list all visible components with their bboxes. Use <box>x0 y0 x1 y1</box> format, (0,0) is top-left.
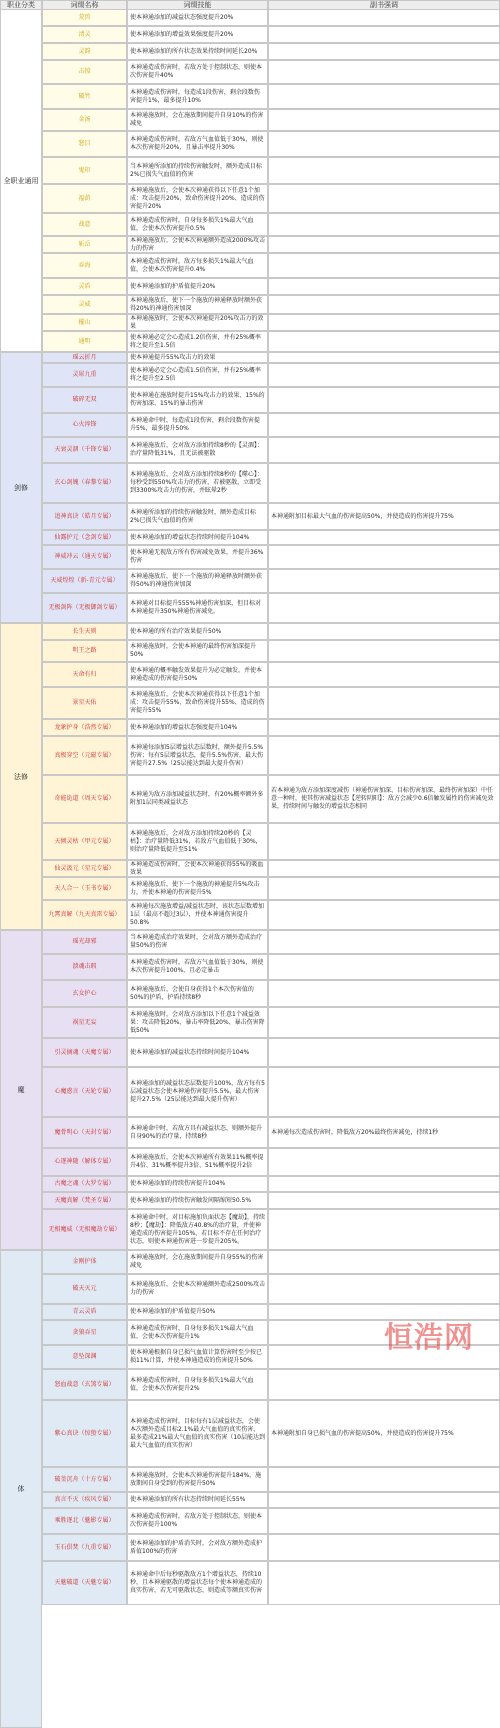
affix-skill: 本神通造成伤害时，若敌方气血值低于30%，则使本次伤害提升20%，且暴击率提升30% <box>127 131 268 157</box>
affix-skill: 本神通造成伤害时，自身每多损失1%最大气血值，会使本次伤害提升1% <box>127 1320 268 1345</box>
affix-skill: 本神通施放后，会使本次神通额外造成2500%攻击力的伤害 <box>127 1274 268 1304</box>
affix-name: 破碎无双 <box>42 387 127 413</box>
affix-name: 天魔真解（梵圣专属） <box>42 1192 127 1209</box>
affix-skill: 本神通造成伤害时，若敌方气血值低于30%，则使本次伤害提升100%，且必定暴击 <box>127 954 268 980</box>
affix-name: 通明 <box>42 331 127 352</box>
secondary-emphasis <box>268 1369 500 1400</box>
secondary-emphasis <box>268 980 500 1007</box>
affix-skill: 使本神通添加的增益状态强度提升104% <box>127 719 268 736</box>
secondary-emphasis <box>268 157 500 184</box>
affix-skill: 使本神通添加的所有状态效果持续时间延长20% <box>127 43 268 60</box>
affix-name: 心火淬锋 <box>42 413 127 437</box>
affix-skill: 本神通命中后每秒驱散敌方1个增益状态，持续10秒，且本神通驱散的增益状态每个使本神通造成的真实伤害，若无可驱散状态，则造成等额真实伤害 <box>127 1561 268 1605</box>
affix-skill: 使本神通的概率触发效果提升为必定触发，并使本神通造成的伤害提升50% <box>127 662 268 687</box>
secondary-emphasis <box>268 331 500 352</box>
affix-skill: 使本神通添加的护盾值提升50% <box>127 1304 268 1320</box>
secondary-emphasis <box>268 26 500 43</box>
secondary-emphasis <box>268 1209 500 1250</box>
affix-name: 仙露护元（念剑专属） <box>42 530 127 545</box>
affix-name: 长生天则 <box>42 623 127 640</box>
secondary-emphasis <box>268 1250 500 1274</box>
secondary-emphasis <box>268 954 500 980</box>
secondary-emphasis: 本神通附加目标最大气血的伤害提高50%，并使造成的伤害提升75% <box>268 503 500 530</box>
secondary-emphasis <box>268 1007 500 1038</box>
secondary-emphasis <box>268 1561 500 1605</box>
affix-name: 奇能诡道（周天专属） <box>42 775 127 823</box>
secondary-emphasis <box>268 352 500 363</box>
secondary-emphasis: 若本神通为敌方添加深度减伤（神通伤害加深、目标伤害加深、最终伤害加深）中任意一种时，使其伤害减益状态【逆转阴阳】：敌方会减少0.6倍触发属性的伤害减免效果，持续时间与触发的增益状态相同 <box>268 775 500 823</box>
affix-name: 明王之路 <box>42 640 127 662</box>
affix-skill: 本神通施放时，会在施放期间提升自身10%的伤害减免 <box>127 109 268 131</box>
secondary-emphasis <box>268 877 500 900</box>
affix-name: 祸星无妄 <box>42 1007 127 1038</box>
affix-skill: 本神通造成伤害时，自身每多损失1%最大气血值，会使本次伤害提升2% <box>127 1369 268 1400</box>
secondary-emphasis <box>268 43 500 60</box>
secondary-emphasis <box>268 860 500 877</box>
affix-name: 神威冲云（通天专属） <box>42 545 127 569</box>
affix-skill: 使本神通提升55%攻击力的效果 <box>127 352 268 363</box>
affix-name: 溃魂击瑕 <box>42 954 127 980</box>
affix-skill: 本神通造成伤害时，每造成1段伤害，剩余段数伤害提升1%，最多提升10% <box>127 84 268 109</box>
secondary-emphasis <box>268 545 500 569</box>
affix-name: 摧山 <box>42 314 127 331</box>
affix-skill: 使本神通必定会心造成1.5倍伤害，并有25%概率将之提升至2.5倍 <box>127 363 268 387</box>
affix-name: 心逐神随（解体专属） <box>42 1148 127 1176</box>
affix-name: 古魔之魂（大罗专属） <box>42 1176 127 1192</box>
affix-skill: 使本神通无视敌方所有伤害减免效果，并提升36%伤害 <box>127 545 268 569</box>
affix-name: 破竹 <box>42 84 127 109</box>
affix-name: 引灵摘魂（天魔专属） <box>42 1038 127 1067</box>
affix-name: 瑶光却邪 <box>42 930 127 954</box>
header-affix-skill: 词缀技能 <box>127 0 268 10</box>
secondary-emphasis <box>268 569 500 593</box>
secondary-emphasis <box>268 278 500 295</box>
category-cell: 体 <box>0 1250 42 1728</box>
affix-skill: 本神通施放时，会使本次神通提升20%攻击力的效果 <box>127 314 268 331</box>
category-cell: 魔 <box>0 930 42 1250</box>
affix-skill: 使本神通添加的减益状态持续时间提升104% <box>127 1038 268 1067</box>
secondary-emphasis <box>268 736 500 775</box>
secondary-emphasis <box>268 363 500 387</box>
affix-name: 魔骨明心（天封专属） <box>42 1117 127 1148</box>
affix-name: 天命有归 <box>42 662 127 687</box>
affix-name: 天威煌煌（新-青元专属） <box>42 569 127 593</box>
affix-name: 瑶云折月 <box>42 352 127 363</box>
affix-name: 灵威 <box>42 295 127 314</box>
secondary-emphasis <box>268 184 500 213</box>
affix-name: 破天灭元 <box>42 1274 127 1304</box>
secondary-emphasis <box>268 437 500 463</box>
affix-name: 金汤 <box>42 109 127 131</box>
category-cell: 剑修 <box>0 352 42 623</box>
affix-skill: 本神通施放后，会使自身获得1个本次伤害值的50%的护盾，护盾持续8秒 <box>127 980 268 1007</box>
secondary-emphasis <box>268 719 500 736</box>
secondary-emphasis <box>268 662 500 687</box>
affix-skill: 使本神通添加的护盾值提升20% <box>127 278 268 295</box>
affix-name: 无极剑阵（无极御剑专属） <box>42 593 127 623</box>
affix-skill: 本神通施放后，使下一个施放的神通提升5%攻击力，并使本神通的伤害提升5% <box>127 877 268 900</box>
affix-name: 清灵 <box>42 26 127 43</box>
header-secondary-emphasis: 副书强调 <box>268 0 500 10</box>
secondary-emphasis <box>268 1067 500 1117</box>
secondary-emphasis <box>268 1192 500 1209</box>
affix-skill: 本神通每添加5层增益状态层数时，额外提升5.5%伤害；每有5层增益状态，提升5.5%伤害，最大伤害提升27.5%（25层能达到最大提升伤害） <box>127 736 268 775</box>
affix-skill: 使本神通根据自身已损气血值计算伤害时至少按已损11%计算，并使本神通造成的伤害提升50% <box>127 1345 268 1369</box>
affix-name: 荒兽 <box>42 9 127 26</box>
secondary-emphasis <box>268 131 500 157</box>
affix-name: 青云灵盾 <box>42 1304 127 1320</box>
watermark-logo: 恒浩网 <box>384 1320 475 1354</box>
affix-skill: 本神通所添加的持续伤害触发时，额外造成目标2%已损失气血值的伤害 <box>127 503 268 530</box>
affix-name: 破釜沉舟（十方专属） <box>42 1467 127 1492</box>
affix-skill: 本神通施放后，使下一个施放的神通释放时额外获得20%的神通伤害加深 <box>127 295 268 314</box>
affix-skill: 使本神通添加的所有状态持续时间延长55% <box>127 1492 268 1508</box>
affix-name: 天魅破道（天魅专属） <box>42 1561 127 1605</box>
affix-name: 仙灵汲元（星元专属） <box>42 860 127 877</box>
affix-skill: 本神通施放后，会对敌方添加持续8秒的【灵涸】：治疗量降低31%，且无法被驱散 <box>127 437 268 463</box>
affix-name: 贪狼吞星 <box>42 1320 127 1345</box>
secondary-emphasis <box>268 295 500 314</box>
secondary-emphasis <box>268 1274 500 1304</box>
secondary-emphasis <box>268 640 500 662</box>
header-category: 职业分类 <box>0 0 42 10</box>
affix-name: 玄女护心 <box>42 980 127 1007</box>
affix-skill: 本神通造成伤害时，敌方每多损失1%最大气血值，会使本次伤害提升0.4% <box>127 253 268 278</box>
affix-name: 九霄真解（九天真雷专属） <box>42 900 127 930</box>
affix-name: 心魔惑言（天轮专属） <box>42 1067 127 1117</box>
affix-skill: 使本神通必定会心造成1.2倍伤害，并有25%概率将之提升至1.5倍 <box>127 331 268 352</box>
affix-name: 龙象护身（浩然专属） <box>42 719 127 736</box>
affix-skill: 本神通为敌方添加减益状态时，有20%概率额外多附加1层同类减益状态 <box>127 775 268 823</box>
secondary-emphasis <box>268 687 500 719</box>
header-affix-name: 词缀名称 <box>42 0 127 10</box>
secondary-emphasis <box>268 463 500 503</box>
secondary-emphasis <box>268 9 500 26</box>
affix-skill: 本神通施放时，会对敌方添加以下任意1个减益效果：攻击降低20%、暴击率降低20%、暴击伤害降低50% <box>127 1007 268 1038</box>
affix-skill: 本神通每次施放增益/减益状态时，该状态层数增加1层（最高不超过3层），并使本神通伤害提升50.8% <box>127 900 268 930</box>
affix-skill: 当本神通所添加的持续伤害触发时，额外造成目标2%已损失气血值的伤害 <box>127 157 268 184</box>
affix-skill: 本神通造成伤害时，自身每多损失1%最大气血值，会使本次伤害提升0.5% <box>127 213 268 236</box>
secondary-emphasis <box>268 1534 500 1561</box>
secondary-emphasis <box>268 1176 500 1192</box>
affix-name: 追神真诀（皓月专属） <box>42 503 127 530</box>
secondary-emphasis <box>268 60 500 84</box>
affix-name: 吞海 <box>42 253 127 278</box>
category-cell: 全职业通用 <box>0 9 42 352</box>
affix-name: 天人合一（玉书专属） <box>42 877 127 900</box>
secondary-emphasis <box>268 213 500 236</box>
secondary-emphasis <box>268 900 500 930</box>
secondary-emphasis <box>268 413 500 437</box>
affix-name: 景星天佑 <box>42 687 127 719</box>
secondary-emphasis <box>268 1148 500 1176</box>
affix-name: 真言不灭（疾风专属） <box>42 1492 127 1508</box>
affix-skill: 使本神通添加的增益效果强度提升20% <box>127 26 268 43</box>
affix-name: 无相魔威（无相魔劫专属） <box>42 1209 127 1250</box>
affix-skill: 本神通施放后，使下一个施放的神通释放时额外获得50%的神通伤害加深 <box>127 569 268 593</box>
secondary-emphasis <box>268 1038 500 1067</box>
affix-skill: 使本神通添加的持续伤害提升104% <box>127 1176 268 1192</box>
affix-skill: 本神通施放后，会使本次神通获得以下任意1个加成：攻击提升20%、致命伤害提升20%、造成的伤害提升20% <box>127 184 268 213</box>
secondary-emphasis <box>268 1492 500 1508</box>
affix-skill: 本神通命中时，若敌方具有减益状态，则额外提升自身90%的治疗量，持续8秒 <box>127 1117 268 1148</box>
affix-name: 乘胜逐北（魅影专属） <box>42 1508 127 1534</box>
affix-name: 紫心真诀（惊蛰专属） <box>42 1400 127 1467</box>
secondary-emphasis: 本神通附加自身已损气血的伤害提高50%，并使造成的伤害提升75% <box>268 1400 500 1467</box>
affix-skill: 本神通造成伤害时，目标每有1层减益状态，会使本次额外造成目标2.1%最大气血值的真实伤害，最多造成21%最大气血值的真实伤害（10层能达到最大气血值的真实伤害） <box>127 1400 268 1467</box>
secondary-emphasis <box>268 1508 500 1534</box>
affix-name: 天倾灵枯（甲元专属） <box>42 823 127 860</box>
affix-skill: 使本神通在施放时提升15%攻击力的效果、15%的伤害加深、15%的暴击伤害 <box>127 387 268 413</box>
secondary-emphasis <box>268 930 500 954</box>
affix-name: 怒血战意（玄煞专属） <box>42 1369 127 1400</box>
affix-name: 福荫 <box>42 184 127 213</box>
affix-skill: 本神通施放后，会对敌方添加持续20秒的【灵枯】：治疗量降低31%，若敌方气血值低于30%，则治疗量降低提升至51% <box>127 823 268 860</box>
secondary-emphasis <box>268 530 500 545</box>
affix-skill: 本神通施放时，会在施放期间提升自身55%的伤害减免 <box>127 1250 268 1274</box>
category-cell: 法修 <box>0 623 42 930</box>
secondary-emphasis <box>268 387 500 413</box>
affix-skill: 本神通施放后，会对敌方添加持续8秒的【噬心】：每秒受到550%攻击力的伤害，若被驱散，立即受到3300%攻击力的伤害，并眩晕2秒 <box>127 463 268 503</box>
affix-name: 斩岳 <box>42 236 127 253</box>
secondary-emphasis <box>268 823 500 860</box>
affix-name: 金刚护体 <box>42 1250 127 1274</box>
affix-skill: 使本神通添加的增益状态持续时间提升104% <box>127 530 268 545</box>
affix-skill: 本神通施放后，会使本次神通所有效果11%概率提升4倍、31%概率提升3倍、51%概率提升2倍 <box>127 1148 268 1176</box>
affix-name: 玉石俱焚（九重专属） <box>42 1534 127 1561</box>
secondary-emphasis <box>268 84 500 109</box>
affix-name: 灵韵 <box>42 43 127 60</box>
secondary-emphasis <box>268 314 500 331</box>
affix-skill: 本神通命中时，对目标施加负面状态【魔劫】，持续8秒；【魔劫】：降低敌方40.8%的治疗量，并使神通造成的伤害提升105%，若目标不存在任何治疗状态，则使本神通伤害进一步提升205%。 <box>127 1209 268 1250</box>
affix-name: 灵犀九重 <box>42 363 127 387</box>
affix-skill: 本神通造成伤害时，若敌方处于控制状态，则使本次伤害提升100% <box>127 1508 268 1534</box>
affix-skill: 本神通造成伤害时，会使本次神通获得55%的吸血效果 <box>127 860 268 877</box>
affix-skill: 使本神通添加的持续伤害触发间隔缩短50.5% <box>127 1192 268 1209</box>
affix-skill: 本神通施放时，会使本神通的最终伤害加深提升50% <box>127 640 268 662</box>
affix-skill: 本神通施放后，会使本次神通获得以下任意1个加成：攻击提升55%、致命伤害提升55%、造成的伤害提升55% <box>127 687 268 719</box>
affix-name: 击掠 <box>42 60 127 84</box>
affix-name: 天衰灵涸（千锋专属） <box>42 437 127 463</box>
affix-name: 怒目 <box>42 131 127 157</box>
affix-skill: 使本神通的所有治疗效果提升50% <box>127 623 268 640</box>
affix-name: 鬼印 <box>42 157 127 184</box>
affix-skill: 本神通造成伤害时，若敌方处于控制状态，则使本次伤害提升40% <box>127 60 268 84</box>
secondary-emphasis <box>268 253 500 278</box>
affix-skill: 本神通施放后，会使本次神通额外造成2000%攻击力的伤害 <box>127 236 268 253</box>
secondary-emphasis <box>268 236 500 253</box>
affix-skill: 使本神通添加的减益状态强度提升20% <box>127 9 268 26</box>
affix-skill: 使本神通添加的护盾消失时，会对敌方额外造成护盾值100%的伤害 <box>127 1534 268 1561</box>
secondary-emphasis <box>268 109 500 131</box>
affix-name: 意坠深渊 <box>42 1345 127 1369</box>
secondary-emphasis <box>268 593 500 623</box>
affix-name: 真极穿空（元磁专属） <box>42 736 127 775</box>
affix-name: 灵盾 <box>42 278 127 295</box>
affix-name: 战意 <box>42 213 127 236</box>
secondary-emphasis <box>268 1467 500 1492</box>
affix-skill: 本神通命中时，每造成1段伤害，剩余段数伤害提升5%，最多提升50% <box>127 413 268 437</box>
affix-skill: 本神通施放时，会使本次神通伤害提升184%，施放期间自身受到的伤害提升50% <box>127 1467 268 1492</box>
secondary-emphasis <box>268 623 500 640</box>
secondary-emphasis: 本神通每次造成伤害时，降低敌方20%最终伤害减免，持续1秒 <box>268 1117 500 1148</box>
affix-name: 玄心剑魄（春黎专属） <box>42 463 127 503</box>
affix-skill: 本神通添加的减益状态层数提升100%，敌方每有5层减益状态会使本神通伤害提升5.5%，最大伤害提升27.5%（25层能达到最大提升伤害） <box>127 1067 268 1117</box>
affix-skill: 当本神通造成治疗效果时，会对敌方额外造成治疗量50%的伤害 <box>127 930 268 954</box>
affix-skill: 本神通对目标提升555%神通伤害加深，但目标对本神通提升350%神通伤害减免。 <box>127 593 268 623</box>
